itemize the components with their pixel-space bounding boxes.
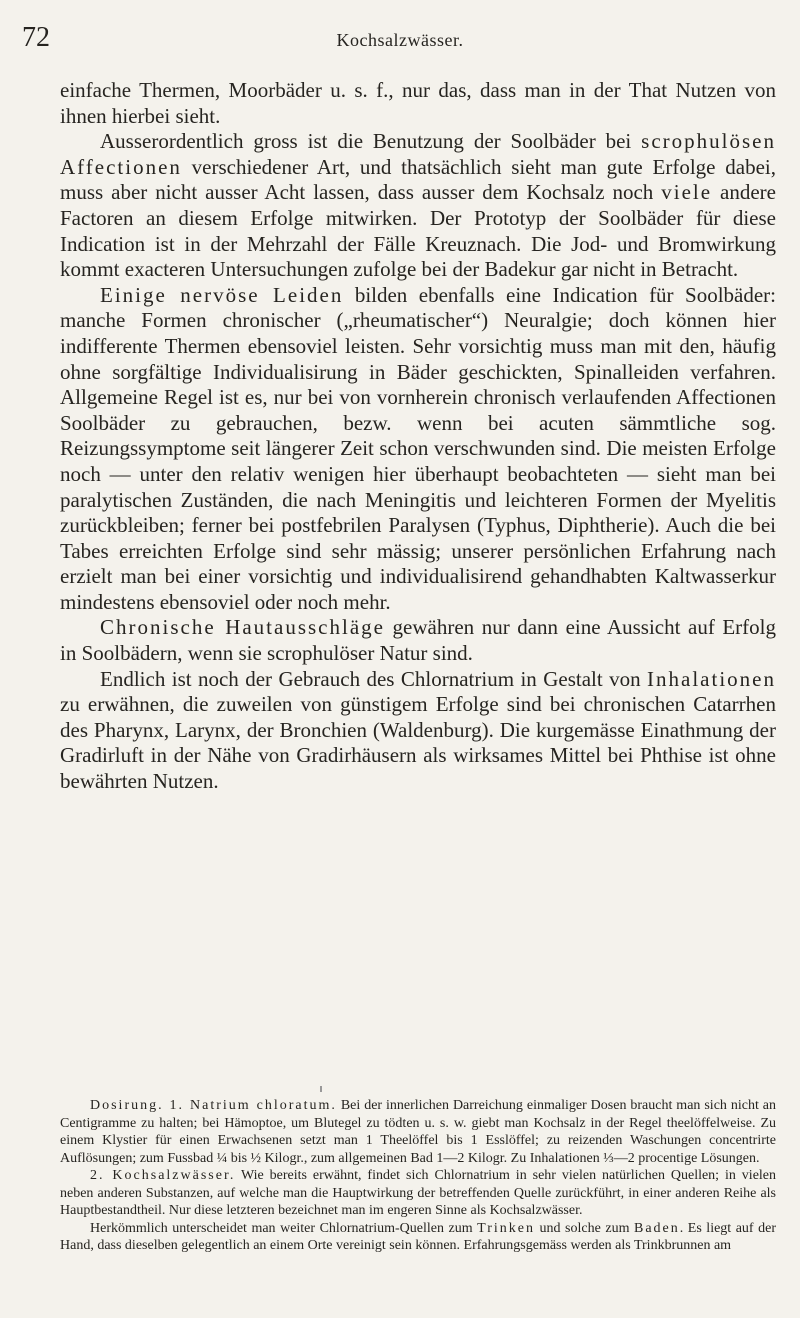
- paragraph-p3: [60, 283, 776, 616]
- page-number: 72: [22, 22, 50, 53]
- spaced-text: Dosirung. 1. Natrium chloratum.: [90, 1098, 337, 1113]
- spaced-text: 2. Kochsalzwässer.: [90, 1168, 236, 1183]
- paragraph-p1: [60, 78, 776, 129]
- main-text: [60, 78, 776, 795]
- text-run: andere Factoren an diesem Erfolge mitwirken. Der Prototyp der Soolbäder für diese Indication ist in der Mehrzahl der Fälle Kreuznach. Die Jod- und Bromwirkung kommt exacteren Untersuchungen zufolge bei der Badekur gar nicht in Betracht.: [60, 180, 776, 282]
- spaced-text: Chronische Hautausschläge: [100, 615, 385, 640]
- paragraph-p2: [60, 129, 776, 283]
- text-run: zu erwähnen, die zuweilen von günstigem Erfolge sind bei chronischen Catarrhen des Pharynx, Larynx, der Bronchien (Waldenburg). Die kurgemässe Einathmung der Gradirluft in der Nähe von Gradirhäusern als wirksames Mittel bei Phthise ist ohne bewährten Nutzen.: [60, 692, 776, 794]
- spaced-text: Einige nervöse Leiden: [100, 282, 344, 307]
- text-run: gewähren nur dann eine Aussicht auf Erfolg in Soolbädern, wenn sie scrophulöser Natur sind.: [60, 615, 776, 666]
- paragraph-p4: [60, 615, 776, 666]
- text-run: bilden ebenfalls eine Indication für Soolbäder: manche Formen chronischer („rheumatischer“) Neuralgie; doch können hier indifferente Thermen ebensoviel leisten. Sehr vorsichtig muss man mit den, häufig ohne sorgfältige Individualisirung in Bäder geschickten, Spinalleiden verfahren. Allgemeine Regel ist es, nur bei von vornherein chronisch verlaufenden Affectionen Soolbäder zu gebrauchen, bezw. wenn bei acuten sämmtliche sog. Reizungssymptome seit längerer Zeit schon verschwunden sind. Die meisten Erfolge noch — unter den relativ wenigen hier überhaupt beobachteten — sieht man bei paralytischen Zuständen, die nach Meningitis und leichteren Formen der Myelitis zurückbleiben; ferner bei postfebrilen Paralysen (Typhus, Diphtherie). Auch die bei Tabes erreichten Erfolge sind sehr mässig; unserer persönlichen Erfahrung nach erzielt man bei einer vorsichtig und individualisirend gehandhabten Kaltwasserkur mindestens ebensoviel oder noch mehr.: [60, 282, 776, 614]
- paragraph-s1: [60, 1097, 776, 1167]
- page-header: [0, 22, 800, 62]
- spaced-text: Baden: [633, 1220, 680, 1236]
- text-run: Endlich ist noch der Gebrauch des Chlornatrium in Gestalt von: [100, 666, 648, 691]
- spaced-text: scrophulösen Affectionen: [60, 129, 776, 179]
- text-run: und solche zum: [535, 1220, 634, 1236]
- text-run: verschiedener Art, und thatsächlich sieht man gute Erfolge dabei, muss aber nicht ausser Acht lassen, dass ausser dem Kochsalz noch: [60, 154, 776, 205]
- divider-mark: [320, 1086, 322, 1092]
- running-head: Kochsalzwässer.: [336, 30, 464, 50]
- text-run: Wie bereits erwähnt, findet sich Chlornatrium in sehr vielen natürlichen Quellen; in vielen neben anderen Substanzen, auf welche man die Hauptwirkung der betreffenden Quelle zurückführt, in einer anderen Reihe als Hauptbestandtheil. Nur diese letzteren bezeichnet man im engeren Sinne als Kochsalzwässer.: [60, 1168, 777, 1218]
- text-run: Bei der innerlichen Darreichung einmaliger Dosen braucht man sich nicht an Centigramme zu halten; bei Hämoptoe, um Blutegel zu tödten u. s. w. giebt man Kochsalz in der Regel theelöffelweise. Zu einem Klystier für einen Erwachsenen setzt man 1 Theelöffel bis 1 Esslöffel; zu reizenden Waschungen concentrirte Auflösungen; zum Fussbad ¼ bis ½ Kilogr., zum allgemeinen Bad 1—2 Kilogr. Zu Inhalationen ⅓—2 procentige Lösungen.: [60, 1098, 777, 1166]
- spaced-text: viele: [661, 180, 713, 205]
- text-run: einfache Thermen, Moorbäder u. s. f., nur das, dass man in der That Nutzen von ihnen hierbei sieht.: [60, 78, 776, 128]
- text-run: Ausserordentlich gross ist die Benutzung der Soolbäder bei: [100, 129, 642, 154]
- paragraph-s2: [60, 1167, 776, 1220]
- spaced-text: Inhalationen: [647, 666, 776, 691]
- text-run: . Es liegt auf der Hand, dass dieselben gelegentlich an einem Orte vereinigt sein können. Erfahrungsgemäss werden als Trinkbrunnen am: [60, 1220, 776, 1253]
- footnote-text: [60, 1097, 776, 1255]
- text-run: Herkömmlich unterscheidet man weiter Chlornatrium-Quellen zum: [90, 1220, 478, 1236]
- paragraph-p5: [60, 667, 776, 795]
- spaced-text: Trinken: [477, 1220, 535, 1236]
- paragraph-s3: [60, 1220, 776, 1255]
